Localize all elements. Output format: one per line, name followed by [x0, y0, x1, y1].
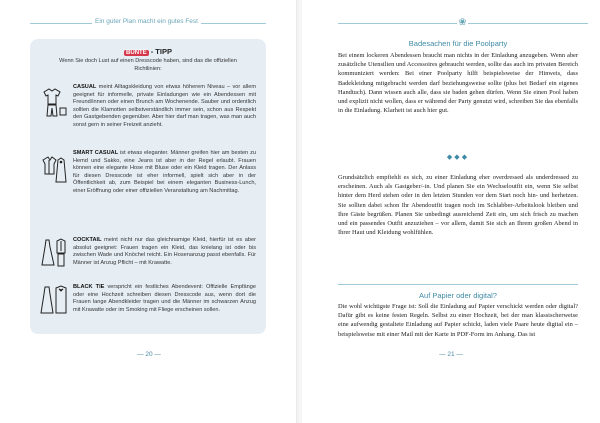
cocktail-outfit-icon [40, 237, 68, 269]
smart-casual-term: SMART CASUAL [73, 150, 119, 156]
cocktail-term: COCKTAIL [73, 237, 102, 243]
running-head-right [302, 18, 600, 30]
section-rule [338, 284, 578, 285]
running-head-text: Ein guter Plan macht ein gutes Fest [92, 18, 201, 25]
black-tie-text [73, 284, 256, 314]
tip-heading [30, 47, 266, 56]
tip-intro: Wenn Sie doch Lust auf einen Dresscode haben, sind das die offiziellen Richtlinien: [59, 58, 237, 72]
paragraph-pool: Bei einem lockeren Abendessen braucht man nichts in der Einladung anzugeben. Wenn aber zusätzliche Utensilien und Accessoires gebraucht werden, sollte das auch im privaten Bereich kommuniziert werden: Bei einer Poolparty hilft beispielsweise der Hinweis, dass Badekleidung mitgebracht werden darf beziehungsweise sollte (plus bei Bedarf ein eigenes Handtuch). Dann wissen auch alle, dass sie baden gehen dürfen. Wenn Sie einen Pool haben und explizit nicht wollen, dass er während der Party genutzt wird, schreiben Sie das ebenfalls in die Einladung. Klarheit ist auch hier gut. [338, 52, 578, 115]
smart-casual-text [73, 150, 256, 196]
section-divider: ◆◆◆ [446, 153, 470, 161]
right-page [302, 0, 600, 423]
smart-casual-description: ist etwas eleganter. Männer greifen hier am besten zu Hemd und Sakko, eine Jeans ist aber in der Regel erlaubt. Frauen können eine elegante Hose mit Bluse oder ein Kleid tragen. Der Anlass für diesen Dresscode ist eher informell, spielt sich aber in der Öffentlichkeit ab, zum Beispiel bei einem eleganten Business-Lunch, einer Eröffnung oder einer offiziellen Veranstaltung am Nachmittag. [73, 150, 256, 194]
subheading-pool: Badesachen für die Poolparty [408, 39, 508, 48]
black-tie-outfit-icon [40, 284, 68, 316]
paragraph-paper-digital: Die wohl wichtigste Frage ist: Soll die Einladung auf Papier verschickt werden oder digital? Dafür gibt es keine festen Regeln. Selbst zu einer Hochzeit, bei der man klassischerweise eine aufwendig gestaltete Einladung auf Papier schickt, laden viele Paare heute digital ein – beispielsweise mit einer Mail mit der Karte in PDF-Form im Anhang. Das ist [338, 303, 578, 338]
cocktail-text [73, 237, 256, 267]
paragraph-dress: Grundsätzlich empfiehlt es sich, zu einer Einladung eher overdressed als underdressed zu erscheinen. Auch als Gastgeber/-in. Und planen Sie ein Wechseloutfit ein, wenn Sie selbst hinter dem Herd stehen oder in den letzten Stunden vor dem Start noch hin- und herhetzen. Sie sollten dabei schon Ihr Abendoutfit tragen noch im Schlabber-Arbeitslook bleiben und Ihre Gäste begrüßen. Planen Sie unbedingt ausreichend Zeit ein, um sich frisch zu machen und ein passendes Outfit anzuziehen – vor allem, damit Sie sich an Ihrem großen Abend in Ihrer Haut und Kleidung wohlfühlen. [338, 174, 578, 237]
tip-label: - TIPP [150, 47, 172, 56]
casual-description: meint Alltagskleidung von etwas höherem Niveau – vor allem geeignet für informelle, private Einladungen wie ein Abendessen mit Freund/innen oder einen Brunch am Wochenende. Sauber und ordentlich sollten die Klamotten selbstverständlich immer sein, schon aus Respekt den Gastgebenden gegenüber. Aber hier darf man tragen, was man auch sonst gern in seiner Freizeit anzieht. [73, 84, 256, 128]
page-number-left: — 20 — [137, 351, 161, 358]
casual-text [73, 84, 256, 130]
smart-casual-outfit-icon [40, 154, 68, 186]
cocktail-description: meint nicht nur das gleichnamige Kleid, hierfür ist es aber absolut geeignet: Frauen tragen ein Kleid, das knielang ist oder bis zwischen Wade und Knöchel reicht. Ein Hosenanzug passt ebenfalls. Für Männer ist Anzug Pflicht – mit Krawatte. [73, 237, 256, 266]
tip-box [30, 39, 266, 334]
tip-badge: BUNTE [126, 50, 147, 56]
casual-term: CASUAL [73, 84, 97, 90]
running-head-left [0, 18, 298, 30]
page-number-right: — 21 — [439, 351, 463, 358]
left-page [0, 0, 298, 423]
black-tie-description: verspricht ein festliches Abendevent: Offizielle Empfänge oder eine Hochzeit schreiben diesen Dresscode aus, wenn dort die Frauen lange Abendkleider tragen und die Männer im schwarzen Anzug mit Krawatte oder im Smoking mit Fliege erscheinen sollen. [73, 284, 256, 313]
black-tie-term: BLACK TIE [73, 284, 105, 290]
casual-outfit-icon [40, 86, 68, 118]
flower-ornament-icon: ❀ [458, 17, 467, 28]
subheading-paper-digital: Auf Papier oder digital? [419, 291, 497, 300]
